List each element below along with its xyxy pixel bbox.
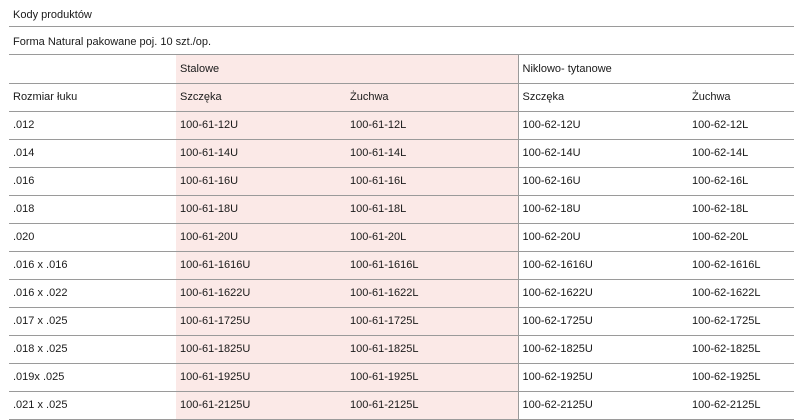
cell-steel-lower: 100-61-20L	[346, 223, 518, 251]
cell-niti-upper: 100-62-1825U	[518, 335, 688, 363]
cell-size: .018 x .025	[9, 335, 176, 363]
cell-steel-lower: 100-61-14L	[346, 139, 518, 167]
cell-niti-lower: 100-62-1925L	[688, 363, 794, 391]
cell-niti-upper: 100-62-1616U	[518, 251, 688, 279]
column-header-niti-upper: Szczęka	[518, 83, 688, 111]
product-codes-document	[9, 0, 794, 420]
table-row	[9, 335, 794, 363]
cell-niti-lower: 100-62-1622L	[688, 279, 794, 307]
table-row	[9, 139, 794, 167]
cell-niti-upper: 100-62-20U	[518, 223, 688, 251]
cell-niti-upper: 100-62-1925U	[518, 363, 688, 391]
cell-steel-lower: 100-61-1622L	[346, 279, 518, 307]
cell-niti-lower: 100-62-2125L	[688, 391, 794, 419]
cell-niti-lower: 100-62-14L	[688, 139, 794, 167]
cell-steel-lower: 100-61-2125L	[346, 391, 518, 419]
cell-size: .016 x .016	[9, 251, 176, 279]
cell-size: .017 x .025	[9, 307, 176, 335]
document-subtitle: Forma Natural pakowane poj. 10 szt./op.	[9, 27, 794, 55]
cell-size: .018	[9, 195, 176, 223]
table-row	[9, 167, 794, 195]
cell-steel-upper: 100-61-18U	[176, 195, 346, 223]
cell-niti-lower: 100-62-20L	[688, 223, 794, 251]
table-row	[9, 251, 794, 279]
cell-niti-lower: 100-62-1616L	[688, 251, 794, 279]
group-header-steel: Stalowe	[176, 55, 518, 83]
cell-steel-lower: 100-61-12L	[346, 111, 518, 139]
cell-niti-upper: 100-62-14U	[518, 139, 688, 167]
cell-size: .016	[9, 167, 176, 195]
cell-steel-upper: 100-61-1616U	[176, 251, 346, 279]
group-header-empty	[9, 55, 176, 83]
cell-steel-upper: 100-61-1725U	[176, 307, 346, 335]
cell-size: .019x .025	[9, 363, 176, 391]
cell-niti-lower: 100-62-12L	[688, 111, 794, 139]
column-header-row	[9, 83, 794, 111]
cell-steel-lower: 100-61-1825L	[346, 335, 518, 363]
table-row	[9, 307, 794, 335]
cell-steel-upper: 100-61-12U	[176, 111, 346, 139]
cell-steel-lower: 100-61-1725L	[346, 307, 518, 335]
product-codes-table	[9, 55, 794, 420]
table-row	[9, 223, 794, 251]
cell-niti-lower: 100-62-1725L	[688, 307, 794, 335]
cell-steel-lower: 100-61-1925L	[346, 363, 518, 391]
column-header-niti-lower: Żuchwa	[688, 83, 794, 111]
column-header-steel-lower: Żuchwa	[346, 83, 518, 111]
group-header-row	[9, 55, 794, 83]
document-title: Kody produktów	[9, 0, 794, 27]
cell-niti-lower: 100-62-16L	[688, 167, 794, 195]
cell-size: .014	[9, 139, 176, 167]
cell-steel-upper: 100-61-1825U	[176, 335, 346, 363]
table-row	[9, 391, 794, 419]
cell-steel-upper: 100-61-2125U	[176, 391, 346, 419]
cell-niti-lower: 100-62-1825L	[688, 335, 794, 363]
cell-niti-upper: 100-62-12U	[518, 111, 688, 139]
cell-steel-upper: 100-61-20U	[176, 223, 346, 251]
cell-steel-lower: 100-61-16L	[346, 167, 518, 195]
cell-size: .012	[9, 111, 176, 139]
cell-steel-upper: 100-61-1925U	[176, 363, 346, 391]
cell-niti-upper: 100-62-1622U	[518, 279, 688, 307]
cell-size: .021 x .025	[9, 391, 176, 419]
cell-steel-lower: 100-61-1616L	[346, 251, 518, 279]
table-row	[9, 279, 794, 307]
cell-steel-upper: 100-61-14U	[176, 139, 346, 167]
column-header-steel-upper: Szczęka	[176, 83, 346, 111]
cell-size: .016 x .022	[9, 279, 176, 307]
group-header-niti: Niklowo- tytanowe	[518, 55, 794, 83]
table-row	[9, 195, 794, 223]
table-row	[9, 111, 794, 139]
table-row	[9, 363, 794, 391]
cell-niti-upper: 100-62-16U	[518, 167, 688, 195]
cell-niti-upper: 100-62-18U	[518, 195, 688, 223]
cell-size: .020	[9, 223, 176, 251]
cell-niti-upper: 100-62-1725U	[518, 307, 688, 335]
cell-steel-lower: 100-61-18L	[346, 195, 518, 223]
cell-steel-upper: 100-61-16U	[176, 167, 346, 195]
cell-steel-upper: 100-61-1622U	[176, 279, 346, 307]
column-header-size: Rozmiar łuku	[9, 83, 176, 111]
cell-niti-upper: 100-62-2125U	[518, 391, 688, 419]
cell-niti-lower: 100-62-18L	[688, 195, 794, 223]
